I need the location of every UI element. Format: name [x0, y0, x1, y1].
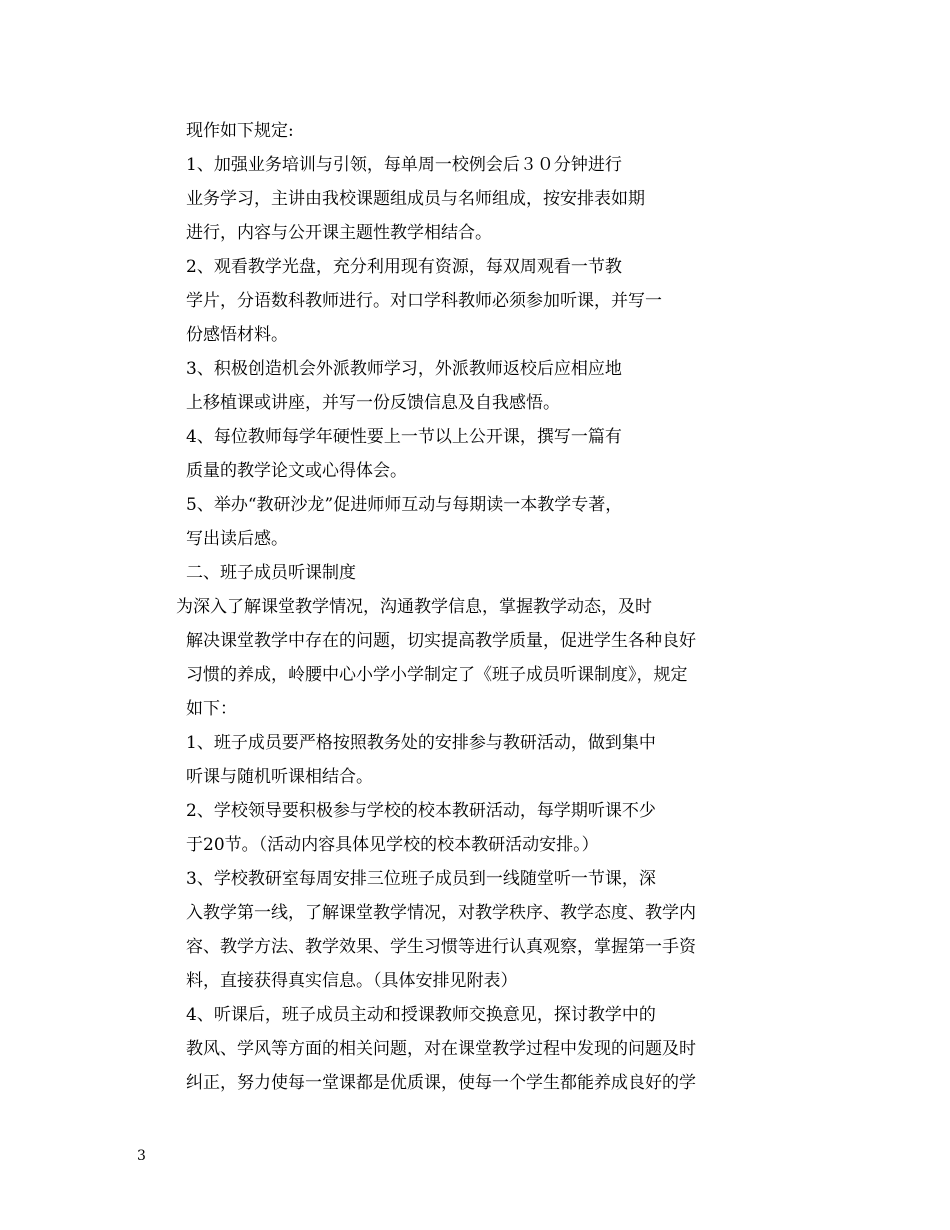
text-line: 如下： [186, 699, 237, 719]
text-line: 写出读后感。 [186, 529, 288, 549]
text-line: 于20节。（活动内容具体见学校的校本教研活动安排。） [186, 835, 599, 855]
text-line: 5、举办“教研沙龙”促进师师互动与每期读一本教学专著， [186, 495, 623, 515]
text-line: 料，直接获得真实信息。（具体安排见附表） [186, 971, 518, 991]
text-line: 习惯的养成，岭腰中心小学小学制定了《班子成员听课制度》，规定 [186, 665, 688, 685]
text-line: 纠正，努力使每一堂课都是优质课，使每一个学生都能养成良好的学 [186, 1073, 696, 1093]
text-line: 份感悟材料。 [186, 325, 288, 345]
text-line: 为深入了解课堂教学情况，沟通教学信息，掌握教学动态，及时 [176, 597, 652, 617]
text-line: 4、每位教师每学年硬性要上一节以上公开课，撰写一篇有 [186, 427, 622, 447]
text-line: 质量的教学论文或心得体会。 [186, 461, 407, 481]
text-line: 听课与随机听课相结合。 [186, 767, 373, 787]
page-number: 3 [137, 1148, 146, 1164]
text-line: 2、观看教学光盘，充分利用现有资源，每双周观看一节教 [186, 257, 622, 277]
text-line: 容、教学方法、教学效果、学生习惯等进行认真观察，掌握第一手资 [186, 937, 696, 957]
text-line: 1、班子成员要严格按照教务处的安排参与教研活动，做到集中 [186, 733, 656, 753]
text-line: 现作如下规定: [186, 121, 294, 141]
text-line: 教风、学风等方面的相关问题，对在课堂教学过程中发现的问题及时 [186, 1039, 696, 1059]
text-line: 3、积极创造机会外派教师学习，外派教师返校后应相应地 [186, 359, 622, 379]
text-line: 3、学校教研室每周安排三位班子成员到一线随堂听一节课，深 [186, 869, 656, 889]
text-line: 入教学第一线，了解课堂教学情况，对教学秩序、教学态度、教学内 [186, 903, 696, 923]
text-line: 业务学习，主讲由我校课题组成员与名师组成，按安排表如期 [186, 189, 645, 209]
text-line: 进行，内容与公开课主题性教学相结合。 [186, 223, 492, 243]
text-line: 解决课堂教学中存在的问题，切实提高教学质量，促进学生各种良好 [186, 631, 696, 651]
text-line: 上移植课或讲座，并写一份反馈信息及自我感悟。 [186, 393, 560, 413]
text-line: 学片，分语数科教师进行。对口学科教师必须参加听课，并写一 [186, 291, 662, 311]
text-line: 2、学校领导要积极参与学校的校本教研活动，每学期听课不少 [186, 801, 656, 821]
section-heading: 二、班子成员听课制度 [186, 563, 356, 583]
text-line: 1、加强业务培训与引领，每单周一校例会后３０分钟进行 [186, 155, 622, 175]
text-line: 4、听课后，班子成员主动和授课教师交换意见，探讨教学中的 [186, 1005, 656, 1025]
